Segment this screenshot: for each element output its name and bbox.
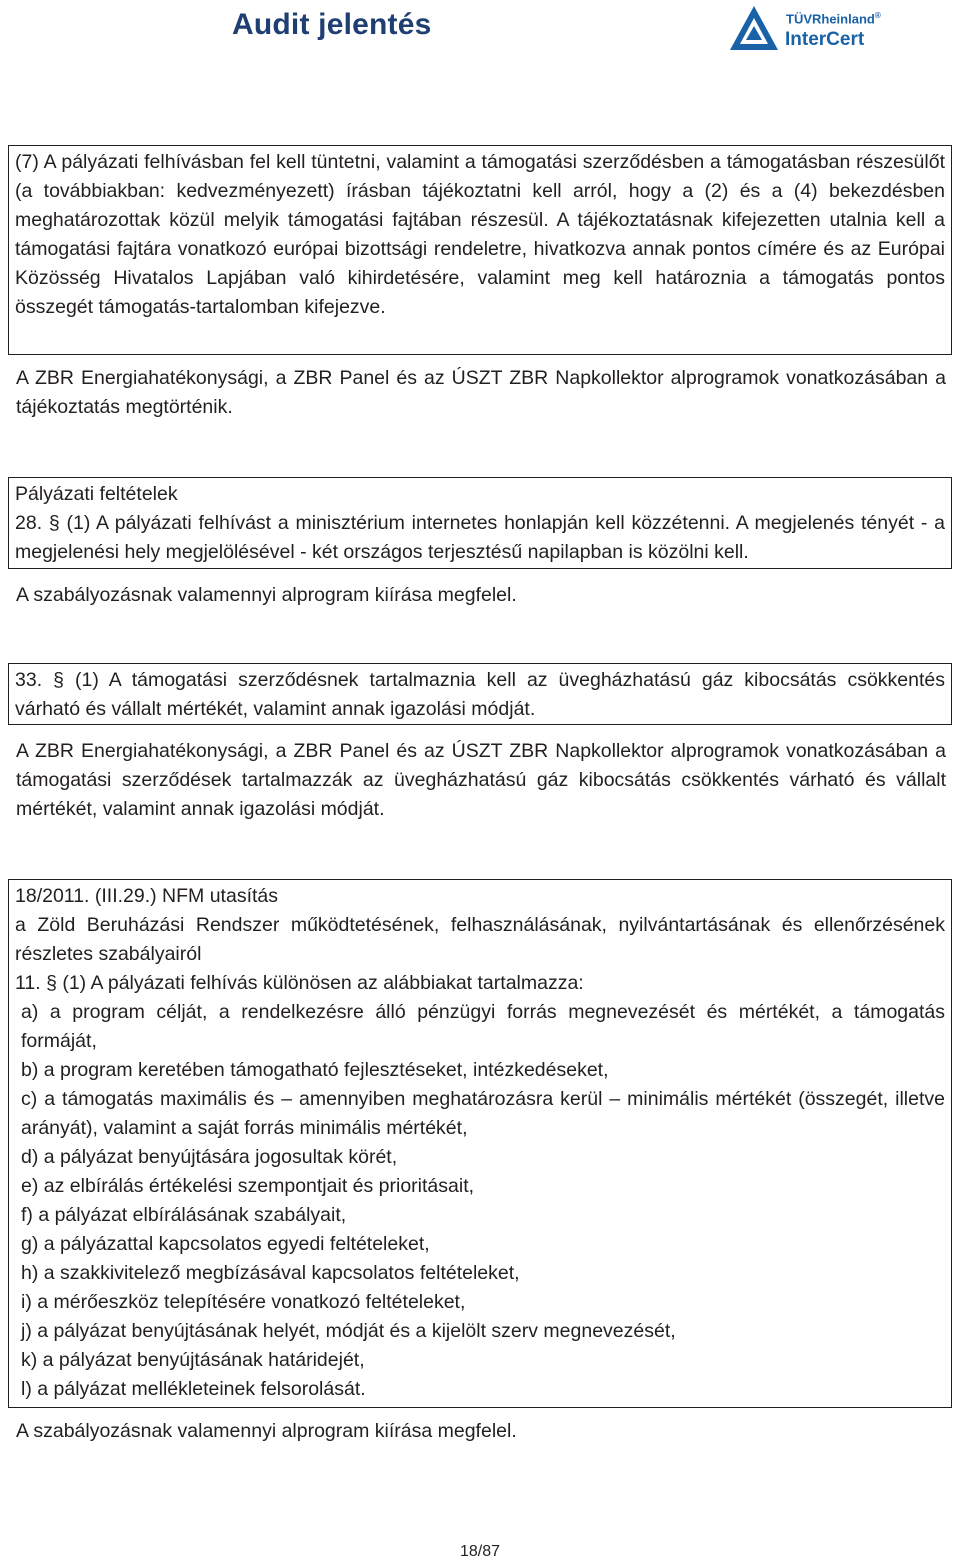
list-item: b) a program keretében támogatható fejlesztéseket, intézkedéseket, bbox=[21, 1059, 609, 1081]
page-number: 18/87 bbox=[459, 1543, 501, 1560]
finding-text: A ZBR Energiahatékonysági, a ZBR Panel és az ÚSZT ZBR Napkollektor alprogramok vonatkozásában a támogatási szerződések tartalmazzák az üvegházhatású gáz kibocsátás csökkentés várható és vállalt mértékét, valamint annak igazolási módját. bbox=[16, 740, 946, 820]
finding-text: A szabályozásnak valamennyi alprogram kiírása megfelel. bbox=[16, 584, 517, 606]
list-item: c) a támogatás maximális és – amennyiben meghatározásra kerül – minimális mértékét (összegét, illetve arányát), valamint a saját forrás minimális mértékét, bbox=[21, 1088, 945, 1139]
list-item: g) a pályázattal kapcsolatos egyedi feltételeket, bbox=[21, 1233, 430, 1255]
list-item: i) a mérőeszköz telepítésére vonatkozó feltételeket, bbox=[21, 1291, 466, 1313]
page-header bbox=[0, 0, 960, 70]
regulation-box-1 bbox=[8, 145, 952, 355]
requirement-list bbox=[15, 998, 945, 1404]
page-title: Audit jelentés bbox=[232, 8, 432, 41]
list-item: h) a szakkivitelező megbízásával kapcsolatos feltételeket, bbox=[21, 1262, 520, 1284]
list-item: k) a pályázat benyújtásának határidejét, bbox=[21, 1349, 365, 1371]
regulation-subtitle: a Zöld Beruházási Rendszer működtetésének, felhasználásának, nyilvántartásának és ellenőrzésének részletes szabályairól bbox=[15, 914, 945, 965]
regulation-text: 28. § (1) A pályázati felhívást a minisztérium internetes honlapján kell közzétenni. A megjelenés tényét - a megjelenési hely megjelölésével - két országos terjesztésű napilapban is közölni kell. bbox=[15, 512, 945, 563]
regulation-text: 11. § (1) A pályázati felhívás különösen az alábbiakat tartalmazza: bbox=[15, 972, 584, 994]
list-item: d) a pályázat benyújtására jogosultak körét, bbox=[21, 1146, 398, 1168]
finding-text: A szabályozásnak valamennyi alprogram kiírása megfelel. bbox=[16, 1420, 517, 1442]
list-item: l) a pályázat mellékleteinek felsorolását. bbox=[21, 1378, 366, 1400]
list-item: a) a program célját, a rendelkezésre álló pénzügyi forrás megnevezését és mértékét, a támogatás formáját, bbox=[21, 1001, 945, 1052]
regulation-box-2 bbox=[8, 477, 952, 569]
regulation-text: (7) A pályázati felhívásban fel kell tüntetni, valamint a támogatási szerződésben a támogatásban részesülőt (a továbbiakban: kedvezményezett) írásban tájékoztatni kell arról, hogy a (2) és a (4) bekezdésben meghatározottak közül melyik támogatási fajtában részesül. A tájékoztatásnak kifejezetten utalnia kell a támogatási fajtára vonatkozó európai bizottsági rendeletre, hivatkozva annak pontos címére és az Európai Közösség Hivatalos Lapjában való kihirdetésére, valamint meg kell határoznia a támogatás pontos összegét támogatás-tartalomban kifejezve. bbox=[15, 151, 945, 318]
finding-2 bbox=[16, 581, 946, 610]
regulation-box-3 bbox=[8, 663, 952, 725]
logo-company-text: InterCert bbox=[785, 29, 865, 50]
finding-3 bbox=[16, 737, 946, 824]
regulation-text: 33. § (1) A támogatási szerződésnek tartalmaznia kell az üvegházhatású gáz kibocsátás csökkentés várható és vállalt mértékét, valamint annak igazolási módját. bbox=[15, 669, 945, 720]
tuv-triangle-icon bbox=[728, 4, 780, 52]
list-item: f) a pályázat elbírálásának szabályait, bbox=[21, 1204, 347, 1226]
list-item: e) az elbírálás értékelési szempontjait és prioritásait, bbox=[21, 1175, 475, 1197]
tuv-logo bbox=[728, 4, 908, 54]
list-item: j) a pályázat benyújtásának helyét, módját és a kijelölt szerv megnevezését, bbox=[21, 1320, 676, 1342]
logo-brand-text: TÜVRheinland® bbox=[786, 11, 881, 27]
section-heading: Pályázati feltételek bbox=[15, 483, 178, 505]
finding-4 bbox=[16, 1417, 946, 1446]
finding-text: A ZBR Energiahatékonysági, a ZBR Panel és az ÚSZT ZBR Napkollektor alprogramok vonatkozásában a tájékoztatás megtörténik. bbox=[16, 367, 946, 418]
regulation-reference: 18/2011. (III.29.) NFM utasítás bbox=[15, 885, 279, 907]
regulation-box-4 bbox=[8, 879, 952, 1408]
finding-1 bbox=[16, 364, 946, 422]
